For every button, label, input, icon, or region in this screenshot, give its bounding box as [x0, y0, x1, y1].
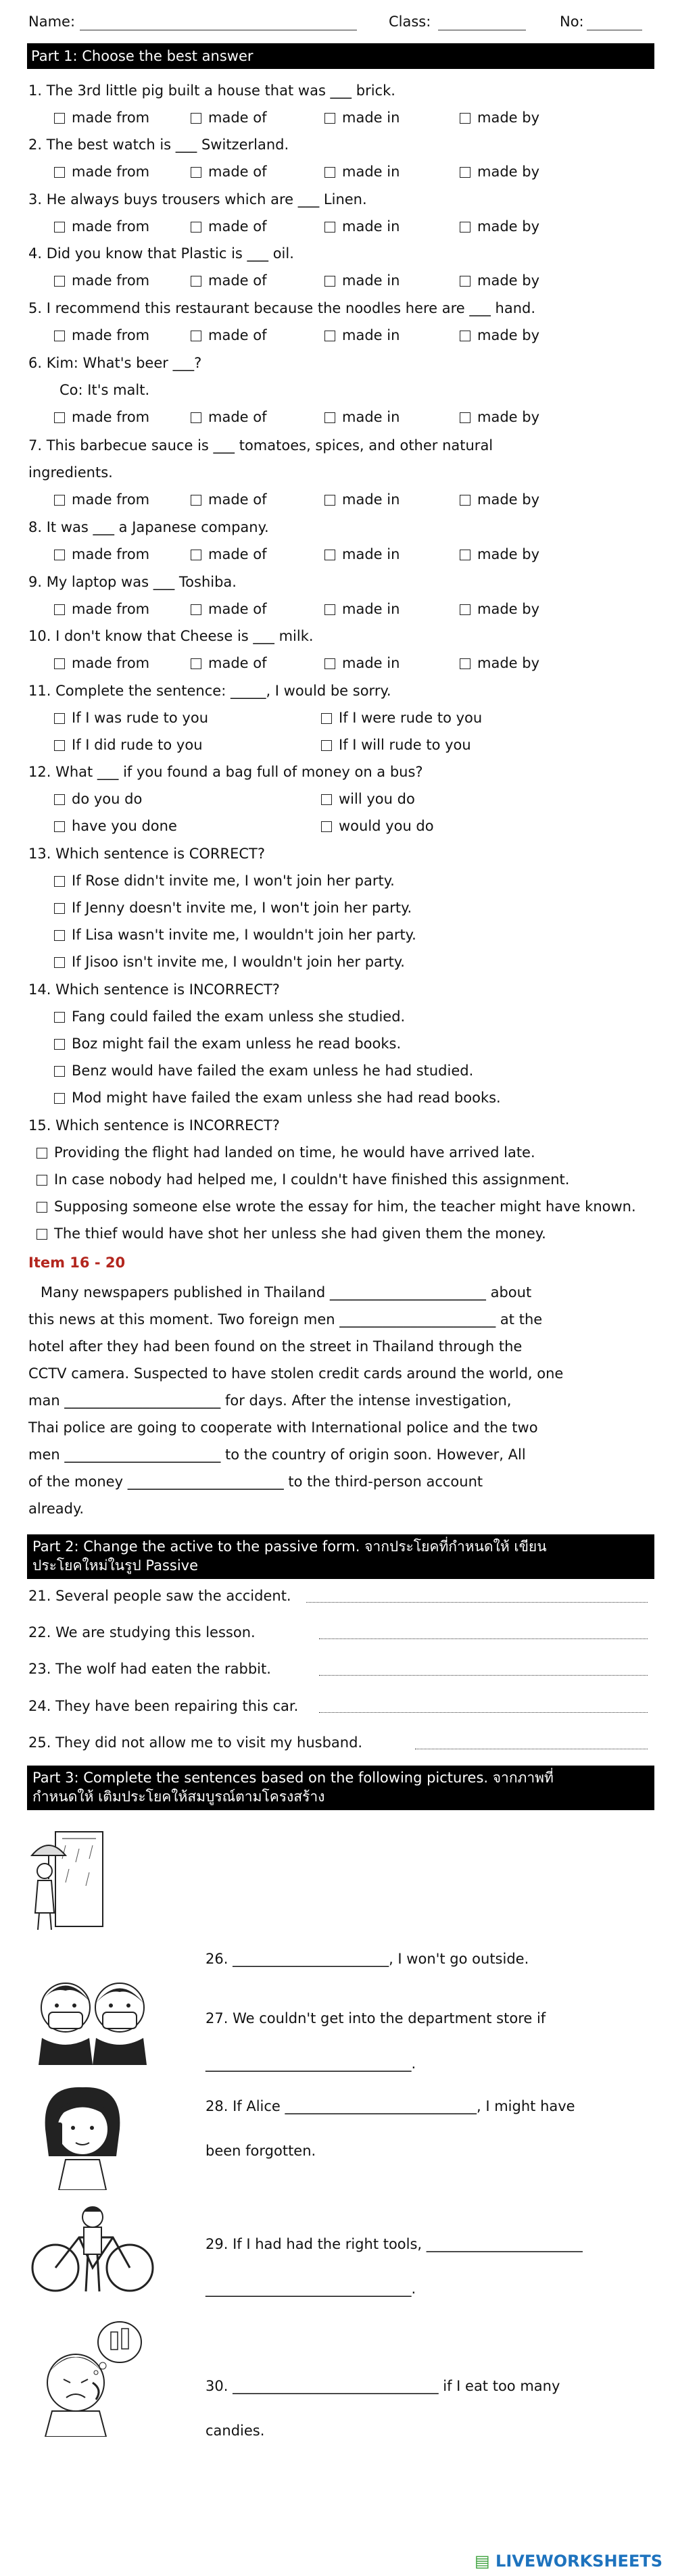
question-1: 1. The 3rd little pig built a house that was ___ brick.	[28, 82, 395, 99]
cloze-line-5: man ______________________ for days. After the intense investigation,	[28, 1392, 512, 1409]
part1-title: Part 1: Choose the best answer	[27, 43, 654, 69]
q2-option-d[interactable]: made by	[460, 164, 539, 180]
q3-option-a[interactable]: made from	[54, 218, 149, 235]
checkbox[interactable]	[460, 412, 470, 423]
question-27-blank[interactable]: _____________________________.	[206, 2056, 416, 2072]
checkbox[interactable]	[460, 604, 470, 615]
q6-option-a[interactable]: made from	[54, 409, 149, 425]
q12-option-d[interactable]: would you do	[321, 818, 434, 834]
checkbox[interactable]	[321, 794, 332, 805]
q7-option-c[interactable]: made in	[324, 491, 400, 508]
question-5: 5. I recommend this restaurant because the noodles here are ___ hand.	[28, 300, 536, 316]
question-6: 6. Kim: What's beer ___?	[28, 355, 202, 371]
checkbox[interactable]	[324, 222, 335, 233]
q12-option-b[interactable]: will you do	[321, 791, 415, 807]
q8-option-b[interactable]: made of	[191, 546, 267, 562]
checkbox[interactable]	[54, 876, 65, 887]
checkbox[interactable]	[54, 821, 65, 832]
question-22: 22. We are studying this lesson.	[28, 1624, 256, 1641]
q9-option-d[interactable]: made by	[460, 601, 539, 617]
q10-option-a[interactable]: made from	[54, 655, 149, 671]
q3-option-d[interactable]: made by	[460, 218, 539, 235]
checkbox[interactable]	[54, 1039, 65, 1050]
question-10: 10. I don't know that Cheese is ___ milk.	[28, 628, 314, 644]
question-29-blank[interactable]: _____________________________.	[206, 2281, 416, 2297]
checkbox[interactable]	[324, 167, 335, 178]
q4-option-d[interactable]: made by	[460, 272, 539, 289]
name-label: Name:	[28, 14, 76, 30]
answer-23-field[interactable]	[319, 1675, 648, 1676]
question-28: 28. If Alice ___________________________, I might have	[206, 2098, 575, 2114]
q5-option-c[interactable]: made in	[324, 327, 400, 343]
checkbox[interactable]	[460, 276, 470, 287]
checkbox[interactable]	[460, 550, 470, 560]
checkbox[interactable]	[54, 222, 65, 233]
part2-title-line1: Part 2: Change the active to the passive form. จากประโยคที่กำหนดให้ เขียน	[32, 1538, 547, 1555]
question-2: 2. The best watch is ___ Switzerland.	[28, 137, 289, 153]
question-15: 15. Which sentence is INCORRECT?	[28, 1117, 280, 1134]
q7-option-d[interactable]: made by	[460, 491, 539, 508]
checkbox[interactable]	[191, 658, 201, 669]
boy-bicycle-picture	[28, 2197, 157, 2298]
checkbox[interactable]	[460, 167, 470, 178]
checkbox[interactable]	[37, 1229, 47, 1240]
question-24: 24. They have been repairing this car.	[28, 1698, 299, 1714]
checkbox[interactable]	[191, 550, 201, 560]
q6-option-b[interactable]: made of	[191, 409, 267, 425]
question-28-cont: been forgotten.	[206, 2143, 316, 2159]
q1-option-d[interactable]: made by	[460, 110, 539, 126]
checkbox[interactable]	[54, 495, 65, 506]
q6-option-c[interactable]: made in	[324, 409, 400, 425]
no-label: No:	[560, 14, 584, 30]
checkbox[interactable]	[54, 1012, 65, 1023]
checkbox[interactable]	[191, 222, 201, 233]
checkbox[interactable]	[191, 412, 201, 423]
checkbox[interactable]	[321, 821, 332, 832]
q10-option-c[interactable]: made in	[324, 655, 400, 671]
cloze-line-3: hotel after they had been found on the street in Thailand through the	[28, 1338, 523, 1355]
q15-option-b[interactable]: In case nobody had helped me, I couldn't have finished this assignment.	[37, 1171, 569, 1188]
question-29: 29. If I had had the right tools, ______________________	[206, 2236, 583, 2252]
checkbox[interactable]	[54, 276, 65, 287]
answer-24-field[interactable]	[319, 1712, 648, 1713]
liveworksheets-logo: ▤ LIVEWORKSHEETS	[475, 2552, 662, 2571]
q8-option-a[interactable]: made from	[54, 546, 149, 562]
question-6-answer: Co: It's malt.	[59, 382, 150, 398]
face-masks-picture	[28, 1970, 157, 2065]
checkbox[interactable]	[460, 331, 470, 341]
q2-option-b[interactable]: made of	[191, 164, 267, 180]
q11-option-d[interactable]: If I will rude to you	[321, 737, 471, 753]
answer-22-field[interactable]	[319, 1638, 648, 1639]
q7-option-a[interactable]: made from	[54, 491, 149, 508]
checkbox[interactable]	[54, 930, 65, 941]
checkbox[interactable]	[324, 412, 335, 423]
cloze-line-8: of the money ______________________ to the third-person account	[28, 1474, 483, 1490]
q5-option-d[interactable]: made by	[460, 327, 539, 343]
cloze-paragraph	[28, 1279, 648, 1522]
checkbox[interactable]	[324, 331, 335, 341]
checkbox[interactable]	[460, 658, 470, 669]
question-8: 8. It was ___ a Japanese company.	[28, 519, 269, 535]
cloze-line-6: Thai police are going to cooperate with International police and the two	[28, 1419, 538, 1436]
question-13: 13. Which sentence is CORRECT?	[28, 846, 266, 862]
q11-option-a[interactable]: If I was rude to you	[54, 710, 208, 726]
q4-option-a[interactable]: made from	[54, 272, 149, 289]
class-label: Class:	[389, 14, 431, 30]
checkbox[interactable]	[37, 1175, 47, 1186]
part2-title-line2: ประโยคใหม่ในรูป Passive	[32, 1557, 199, 1574]
cloze-line-4: CCTV camera. Suspected to have stolen credit cards around the world, one	[28, 1365, 564, 1382]
q9-option-b[interactable]: made of	[191, 601, 267, 617]
q1-option-b[interactable]: made of	[191, 110, 267, 126]
q9-option-a[interactable]: made from	[54, 601, 149, 617]
question-25: 25. They did not allow me to visit my husband.	[28, 1734, 363, 1751]
items-title: Item 16 - 20	[28, 1255, 126, 1271]
q15-option-c[interactable]: Supposing someone else wrote the essay for him, the teacher might have known.	[37, 1198, 636, 1215]
q13-option-d[interactable]: If Jisoo isn't invite me, I wouldn't join her party.	[54, 954, 405, 970]
q13-option-a[interactable]: If Rose didn't invite me, I won't join her party.	[54, 873, 395, 889]
checkbox[interactable]	[191, 331, 201, 341]
checkbox[interactable]	[191, 495, 201, 506]
checkbox[interactable]	[54, 167, 65, 178]
question-12: 12. What ___ if you found a bag full of money on a bus?	[28, 764, 423, 780]
q3-option-c[interactable]: made in	[324, 218, 400, 235]
question-9: 9. My laptop was ___ Toshiba.	[28, 574, 237, 590]
checkbox[interactable]	[324, 276, 335, 287]
part3-title-line1: Part 3: Complete the sentences based on the following pictures. จากภาพที่	[32, 1770, 554, 1786]
checkbox[interactable]	[460, 113, 470, 124]
q12-option-a[interactable]: do you do	[54, 791, 142, 807]
q6-option-d[interactable]: made by	[460, 409, 539, 425]
checkbox[interactable]	[191, 604, 201, 615]
q13-option-c[interactable]: If Lisa wasn't invite me, I wouldn't join her party.	[54, 927, 416, 943]
checkbox[interactable]	[54, 113, 65, 124]
checkbox[interactable]	[54, 957, 65, 968]
checkbox[interactable]	[54, 903, 65, 914]
checkbox[interactable]	[54, 713, 65, 724]
question-14: 14. Which sentence is INCORRECT?	[28, 981, 280, 998]
checkbox[interactable]	[54, 658, 65, 669]
question-27: 27. We couldn't get into the department store if	[206, 2010, 546, 2026]
q7-option-b[interactable]: made of	[191, 491, 267, 508]
cloze-line-2: this news at this moment. Two foreign men ______________________ at the	[28, 1311, 543, 1328]
q15-option-d[interactable]: The thief would have shot her unless she had given them the money.	[37, 1225, 546, 1242]
q10-option-b[interactable]: made of	[191, 655, 267, 671]
q12-option-c[interactable]: have you done	[54, 818, 177, 834]
q14-option-a[interactable]: Fang could failed the exam unless she studied.	[54, 1008, 405, 1025]
logo-icon: ▤	[475, 2552, 496, 2571]
q2-option-c[interactable]: made in	[324, 164, 400, 180]
checkbox[interactable]	[191, 167, 201, 178]
checkbox[interactable]	[54, 331, 65, 341]
checkbox[interactable]	[324, 658, 335, 669]
q14-option-b[interactable]: Boz might fail the exam unless he read books.	[54, 1036, 401, 1052]
checkbox[interactable]	[191, 276, 201, 287]
question-26: 26. ______________________, I won't go outside.	[206, 1951, 529, 1967]
checkbox[interactable]	[54, 412, 65, 423]
checkbox[interactable]	[460, 222, 470, 233]
checkbox[interactable]	[460, 495, 470, 506]
part3-title	[27, 1766, 654, 1810]
q11-option-c[interactable]: If I did rude to you	[54, 737, 203, 753]
checkbox[interactable]	[321, 740, 332, 751]
checkbox[interactable]	[191, 113, 201, 124]
question-30: 30. _____________________________ if I eat too many	[206, 2378, 560, 2394]
cloze-line-9: already.	[28, 1501, 84, 1517]
q10-option-d[interactable]: made by	[460, 655, 539, 671]
q1-option-a[interactable]: made from	[54, 110, 149, 126]
q13-option-b[interactable]: If Jenny doesn't invite me, I won't join her party.	[54, 900, 412, 916]
checkbox[interactable]	[321, 713, 332, 724]
checkbox[interactable]	[324, 495, 335, 506]
question-3: 3. He always buys trousers which are ___ Linen.	[28, 191, 367, 208]
question-7-cont: ingredients.	[28, 464, 113, 481]
q2-option-a[interactable]: made from	[54, 164, 149, 180]
question-7: 7. This barbecue sauce is ___ tomatoes, spices, and other natural	[28, 437, 493, 454]
q4-option-c[interactable]: made in	[324, 272, 400, 289]
q15-option-a[interactable]: Providing the flight had landed on time, he would have arrived late.	[37, 1144, 535, 1161]
checkbox[interactable]	[54, 740, 65, 751]
q3-option-b[interactable]: made of	[191, 218, 267, 235]
q14-option-c[interactable]: Benz would have failed the exam unless he had studied.	[54, 1063, 473, 1079]
q8-option-d[interactable]: made by	[460, 546, 539, 562]
checkbox[interactable]	[37, 1148, 47, 1159]
checkbox[interactable]	[54, 1093, 65, 1104]
rain-umbrella-picture	[28, 1818, 110, 1933]
q1-option-c[interactable]: made in	[324, 110, 400, 126]
q5-option-b[interactable]: made of	[191, 327, 267, 343]
checkbox[interactable]	[324, 113, 335, 124]
checkbox[interactable]	[54, 1066, 65, 1077]
checkbox[interactable]	[37, 1202, 47, 1213]
question-23: 23. The wolf had eaten the rabbit.	[28, 1661, 271, 1677]
cloze-line-1: Many newspapers published in Thailand ______________________ about	[41, 1284, 532, 1301]
question-11: 11. Complete the sentence: _____, I would be sorry.	[28, 683, 391, 699]
checkbox[interactable]	[324, 550, 335, 560]
q5-option-a[interactable]: made from	[54, 327, 149, 343]
question-21: 21. Several people saw the accident.	[28, 1588, 291, 1604]
question-4: 4. Did you know that Plastic is ___ oil.	[28, 245, 294, 262]
q14-option-d[interactable]: Mod might have failed the exam unless she had read books.	[54, 1090, 501, 1106]
answer-21-field[interactable]	[306, 1602, 648, 1603]
q9-option-c[interactable]: made in	[324, 601, 400, 617]
q8-option-c[interactable]: made in	[324, 546, 400, 562]
checkbox[interactable]	[54, 604, 65, 615]
q11-option-b[interactable]: If I were rude to you	[321, 710, 482, 726]
part2-title	[27, 1534, 654, 1579]
q4-option-b[interactable]: made of	[191, 272, 267, 289]
part3-title-line2: กำหนดให้ เติมประโยคให้สมบูรณ์ตามโครงสร้าง	[32, 1789, 325, 1805]
checkbox[interactable]	[324, 604, 335, 615]
checkbox[interactable]	[54, 550, 65, 560]
question-30-cont: candies.	[206, 2423, 265, 2439]
girl-phone-picture	[35, 2082, 130, 2190]
cloze-line-7: men ______________________ to the country of origin soon. However, All	[28, 1447, 526, 1463]
checkbox[interactable]	[54, 794, 65, 805]
toothache-picture	[28, 2315, 150, 2437]
